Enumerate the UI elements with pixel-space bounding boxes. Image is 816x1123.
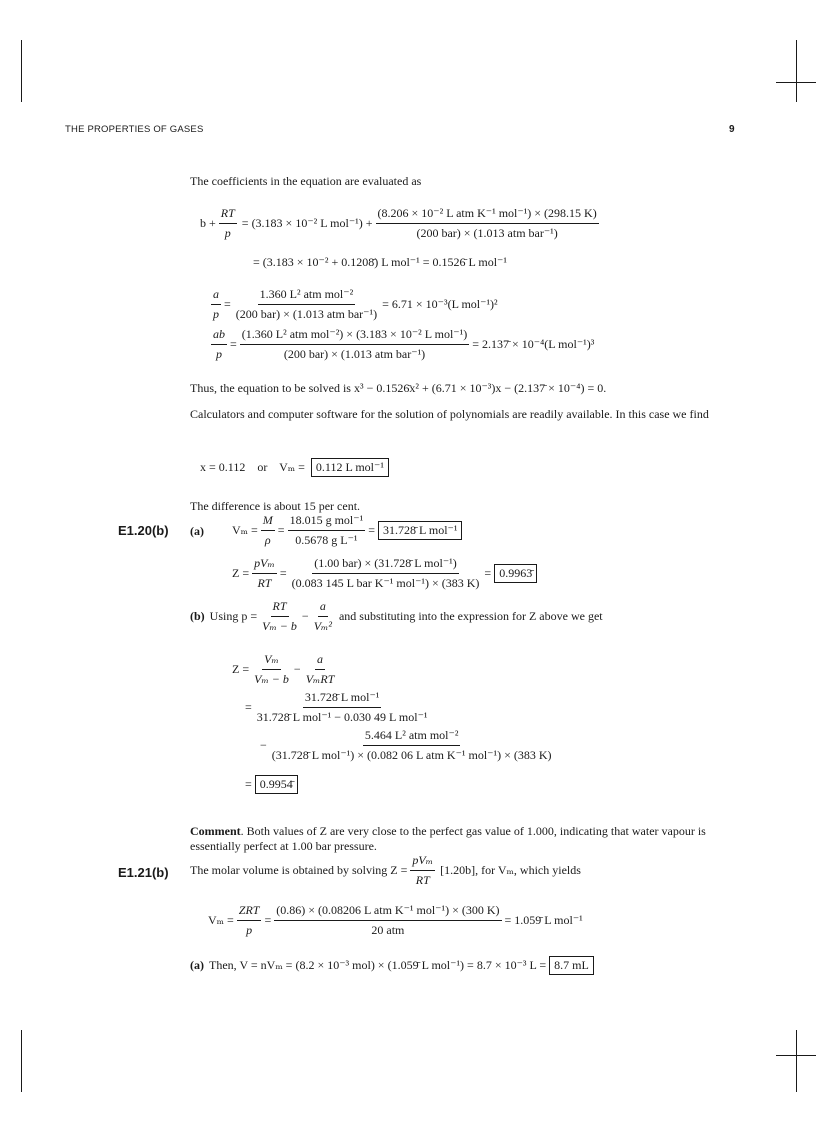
z-answer-box: 0.9963̄ <box>494 564 537 583</box>
exercise-label-e1-20b: E1.20(b) <box>118 523 169 538</box>
equation-ab-over-p: $\frac{ab}{p}$ = $\frac{\text{(1.360 L² atm mol⁻²) × (3.183 × 10⁻² L mol⁻¹)}}{\text{(200 bar) × (1.013 atm bar⁻¹)}}$ = 2.137̄ × 10⁻⁴(L mol⁻¹)³ <box>213 327 595 361</box>
solution-answer-box: 0.112 L mol⁻¹ <box>311 458 389 477</box>
equation-a-over-p: $\frac{a}{p}$ = $\frac{\text{1.360 L² atm mol⁻²}}{\text{(200 bar) × (1.013 atm bar⁻¹)}}$ = 6.71 × 10⁻³(L mol⁻¹)² <box>213 287 498 321</box>
part-b-using-line: (b) Using p = $\frac{RT}{\text{Vₘ − b}}$ − $\frac{a}{\text{Vₘ²}}$ and substituting into the expression for Z above we get <box>190 599 603 633</box>
equation-z-substituted-1: = $\frac{\text{31.728̄ L mol⁻¹}}{\text{31.728̄ L mol⁻¹ − 0.030 49 L mol⁻¹}}$ <box>245 690 428 724</box>
crop-mark <box>21 1030 22 1092</box>
comment-paragraph: Comment. Both values of Z are very close to the perfect gas value of 1.000, indicating that water vapour is essentially perfect at 1.00 bar pressure. <box>190 824 706 853</box>
vm-answer-box: 31.728̄ L mol⁻¹ <box>378 521 462 540</box>
equation-b-plus-rt-over-p: b + $\frac{RT}{p}$ = (3.183 × 10⁻² L mol⁻¹) + $\frac{\text{(8.206 × 10⁻² L atm K⁻¹ mol⁻¹) × (298.15 K)}}{\text{(200 bar) × (1.013 atm bar⁻¹)}}$ <box>200 206 597 240</box>
part-a-label: (a) <box>190 524 204 538</box>
e121-part-a-line: (a) Then, V = nVₘ = (8.2 × 10⁻³ mol) × (1.059̄ L mol⁻¹) = 8.7 × 10⁻³ L = 8.7 mL <box>190 956 594 975</box>
solution-line: x = 0.112 or Vₘ = 0.112 L mol⁻¹ <box>200 458 389 477</box>
running-title: THE PROPERTIES OF GASES <box>65 124 204 135</box>
zb-answer-box: 0.9954̄ <box>255 775 298 794</box>
calculators-text: Calculators and computer software for the solution of polynomials are readily available. In this case we find <box>190 407 709 421</box>
equation-z-expression: Z = $\frac{\text{Vₘ}}{\text{Vₘ − b}}$ − $\frac{a}{\text{VₘRT}}$ <box>232 652 335 686</box>
equation-b-result: = (3.183 × 10⁻² + 0.1208̄) L mol⁻¹ = 0.1526̄ L mol⁻¹ <box>253 255 507 269</box>
page-number: 9 <box>729 124 735 135</box>
equation-vm-m-over-rho: Vₘ = $\frac{M}{\rho}$ = $\frac{\text{18.015 g mol⁻¹}}{\text{0.5678 g L⁻¹}}$ = 31.728̄ L mol⁻¹ <box>232 513 462 548</box>
equation-z-pvm-over-rt: Z = $\frac{\text{pVₘ}}{RT}$ = $\frac{\text{(1.00 bar) × (31.728̄ L mol⁻¹)}}{\text{(0.083 145 L bar K⁻¹ mol⁻¹) × (383 K)}}$ = 0.9963̄ <box>232 556 537 591</box>
crop-mark <box>21 40 22 102</box>
crop-mark <box>776 82 816 83</box>
e121-intro-line: The molar volume is obtained by solving Z = $\frac{\text{pVₘ}}{RT}$ [1.20b], for Vₘ, which yields <box>190 853 581 887</box>
crop-mark <box>796 1030 797 1092</box>
exercise-label-e1-21b: E1.21(b) <box>118 865 169 880</box>
crop-mark <box>776 1055 816 1056</box>
crop-mark <box>796 40 797 102</box>
intro-text: The coefficients in the equation are evaluated as <box>190 174 422 188</box>
equation-z-substituted-2: − $\frac{\text{5.464 L² atm mol⁻²}}{\text{(31.728̄ L mol⁻¹) × (0.082 06 L atm K⁻¹ mol⁻¹) × (383 K)}}$ <box>260 728 552 762</box>
thus-text: Thus, the equation to be solved is x³ − 0.1526̄x² + (6.71 × 10⁻³)x − (2.137̄ × 10⁻⁴) = 0. <box>190 381 607 395</box>
difference-text: The difference is about 15 per cent. <box>190 499 361 513</box>
volume-answer-box: 8.7 mL <box>549 956 594 975</box>
equation-vm-zrt-over-p: Vₘ = $\frac{\text{ZRT}}{p}$ = $\frac{\text{(0.86) × (0.08206 L atm K⁻¹ mol⁻¹) × (300 K)}}{\text{20 atm}}$ = 1.059̄ L mol⁻¹ <box>208 903 583 937</box>
equation-z-result: = 0.9954̄ <box>245 775 298 794</box>
